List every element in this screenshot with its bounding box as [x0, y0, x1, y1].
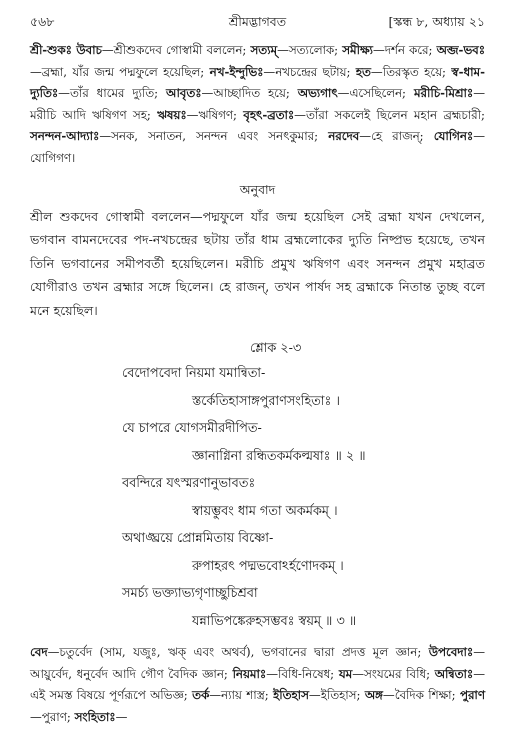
- synonym-term: নখ-ইন্দুভিঃ: [209, 64, 264, 79]
- synonym-term: নিয়মাঃ: [232, 666, 267, 681]
- synonym-term: সনন্দন-আদ্যাঃ: [30, 129, 100, 144]
- synonym-meaning: —হে রাজন্;: [359, 129, 434, 144]
- synonym-meaning: —বিধি-নিষেধ;: [266, 666, 339, 681]
- chapter-reference: [স্কন্ধ ৮, অধ্যায় ২১: [388, 14, 485, 29]
- verse-line: অথাঙ্ঘ্রয়ে প্রোন্নমিতায় বিষ্ণো-: [122, 531, 274, 547]
- synonym-meaning: —এসেছিলেন;: [337, 86, 414, 101]
- synonym-term: অন্বিতাঃ: [434, 666, 474, 681]
- synonym-meaning: —দর্শন করে;: [372, 43, 437, 57]
- synonym-meaning: —তাঁর ধামের দ্যুতি;: [58, 86, 167, 101]
- synonym-term: আবৃতঃ: [166, 86, 202, 101]
- synonym-meaning: —তাঁরা সকলেই ছিলেন মহান ব্রহ্মচারী;: [294, 107, 485, 122]
- translation-text: শ্রীল শুকদেব গোস্বামী বললেন—পদ্মফুলে যাঁর জন্ম হয়েছিল সেই ব্রহ্মা যখন দেখলেন, ভগবান বামনদেবের পদ-নখচন্দ্রের ছটায় তাঁর ধাম ব্রহ্মলোকের দ্যুতি নিষ্প্রভ হয়েছে, তখন তিনি ভগবানের সমীপবর্তী হয়েছিলেন। মরীচি প্রমুখ ঋষিগণ এবং সনন্দন প্রমুখ মহাব্রত যোগীরাও তখন ব্রহ্মার সঙ্গে ছিলেন। হে রাজন্, তখন পার্ষদ সহ ব্রহ্মাকে নিতান্ত তুচ্ছ বলে মনে হয়েছিল।: [30, 208, 485, 318]
- synonym-term: যম: [338, 666, 353, 681]
- synonym-term: স্ব-ধাম-দ্যুতিঃ: [30, 64, 485, 101]
- synonym-term: পুরাণ: [459, 688, 485, 703]
- synonym-term: তর্ক: [192, 688, 210, 703]
- book-title: শ্রীমদ্ভাগবত: [228, 14, 287, 29]
- synonym-meaning: —: [115, 709, 128, 724]
- synonyms-bottom: [30, 642, 485, 728]
- synonym-term: বেদ: [30, 645, 48, 660]
- synonym-meaning: —সংযমের বিধি;: [352, 666, 435, 681]
- synonym-term: উপবেদাঃ: [428, 645, 474, 660]
- synonym-term: অব্জ-ভবঃ: [436, 43, 485, 57]
- synonym-meaning: —ঋষিগণ;: [186, 107, 244, 122]
- synonym-meaning: —চতুর্বেদ (সাম, যজুঃ, ঋক্ এবং অথর্ব), ভগবানের দ্বারা প্রদত্ত মূল জ্ঞান;: [47, 645, 429, 660]
- page-number: ৫৬৮: [30, 14, 55, 29]
- synonym-meaning: —মরীচি আদি ঋষিগণ সহ;: [30, 86, 485, 122]
- verse-line: বেদোপবেদা নিয়মা যমান্বিতা-: [122, 366, 266, 382]
- synonym-meaning: —সনক, সনাতন, সনন্দন এবং সনৎকুমার;: [99, 129, 329, 144]
- synonyms-top: [30, 40, 485, 170]
- synonym-term: মরীচি-মিশ্রাঃ: [413, 86, 474, 101]
- synonym-term: বৃহৎ-ব্রতাঃ: [243, 107, 295, 122]
- verse-line: স্তর্কেতিহাসাঙ্গপুরাণসংহিতাঃ ।: [192, 393, 340, 409]
- synonym-meaning: —সত্যলোক;: [277, 43, 343, 57]
- synonym-meaning: —শ্রীশুকদেব গোস্বামী বললেন;: [101, 43, 251, 57]
- synonym-term: সংহিতাঃ: [74, 709, 116, 724]
- verse-line: রুপাহরৎ পদ্মভবোঽর্হণোদকম্ ।: [192, 558, 344, 574]
- synonym-meaning: —পুরাণ;: [30, 709, 75, 724]
- translation-heading: অনুবাদ: [239, 181, 276, 197]
- verse-line: ববন্দিরে যৎস্মরণানুভাবতঃ: [122, 476, 256, 492]
- synonym-term: নরদেব: [328, 129, 360, 144]
- synonym-term: সত্যম্: [250, 43, 278, 57]
- synonym-meaning: —আচ্ছাদিত হয়ে;: [201, 86, 298, 101]
- synonym-term: সমীক্ষ্য: [342, 43, 373, 57]
- verse-title: শ্লোক ২-৩: [250, 341, 302, 357]
- synonym-term: হত: [355, 64, 371, 79]
- synonym-term: ইতিহাস: [273, 688, 309, 703]
- synonym-meaning: —তিরস্কৃত হয়ে;: [370, 64, 452, 79]
- synonym-term: শ্রী-শুকঃ উবাচ: [30, 43, 102, 57]
- verse-line: জ্ঞানাগ্নিনা রন্ধিতকর্মকল্মষাঃ ॥ ২ ॥: [192, 448, 366, 464]
- verse-line: স্বায়ম্ভুবং ধাম গতা অকর্মকম্ ।: [192, 503, 338, 519]
- synonym-term: ঋষয়ঃ: [157, 107, 187, 122]
- synonym-meaning: —ব্রহ্মা, যাঁর জন্ম পদ্মফুলে হয়েছিল;: [30, 64, 210, 79]
- verse-line: সমর্চ্য ভক্ত্যাভ্যগৃণাচ্ছুচিশ্রবা: [122, 586, 258, 602]
- synonym-meaning: —নখচন্দ্রের ছটায়;: [263, 64, 356, 79]
- synonym-term: অঙ্গ: [364, 688, 383, 703]
- synonym-meaning: —এই সমস্ত বিষয়ে পূর্ণরূপে অভিজ্ঞ;: [30, 666, 485, 703]
- synonym-meaning: —ইতিহাস;: [308, 688, 365, 703]
- synonym-term: অভ্যগাৎ: [297, 86, 338, 101]
- synonym-term: যোগিনঃ: [433, 129, 474, 144]
- synonym-meaning: —ন্যায় শাস্ত্র;: [209, 688, 274, 703]
- verse-line: যন্নাভিপঙ্কেরুহসম্ভবঃ স্বয়ম্ ॥ ৩ ॥: [192, 613, 356, 629]
- page-header: [30, 0, 485, 34]
- verse-block: [30, 360, 485, 635]
- synonym-meaning: —বৈদিক শিক্ষা;: [382, 688, 460, 703]
- verse-line: যে চাপরে যোগসমীরদীপিত-: [122, 421, 262, 437]
- synonym-meaning: —আয়ুর্বেদ, ধনুর্বেদ আদি গৌণ বৈদিক জ্ঞান;: [30, 645, 485, 681]
- synonym-meaning: —যোগিগণ।: [30, 129, 485, 165]
